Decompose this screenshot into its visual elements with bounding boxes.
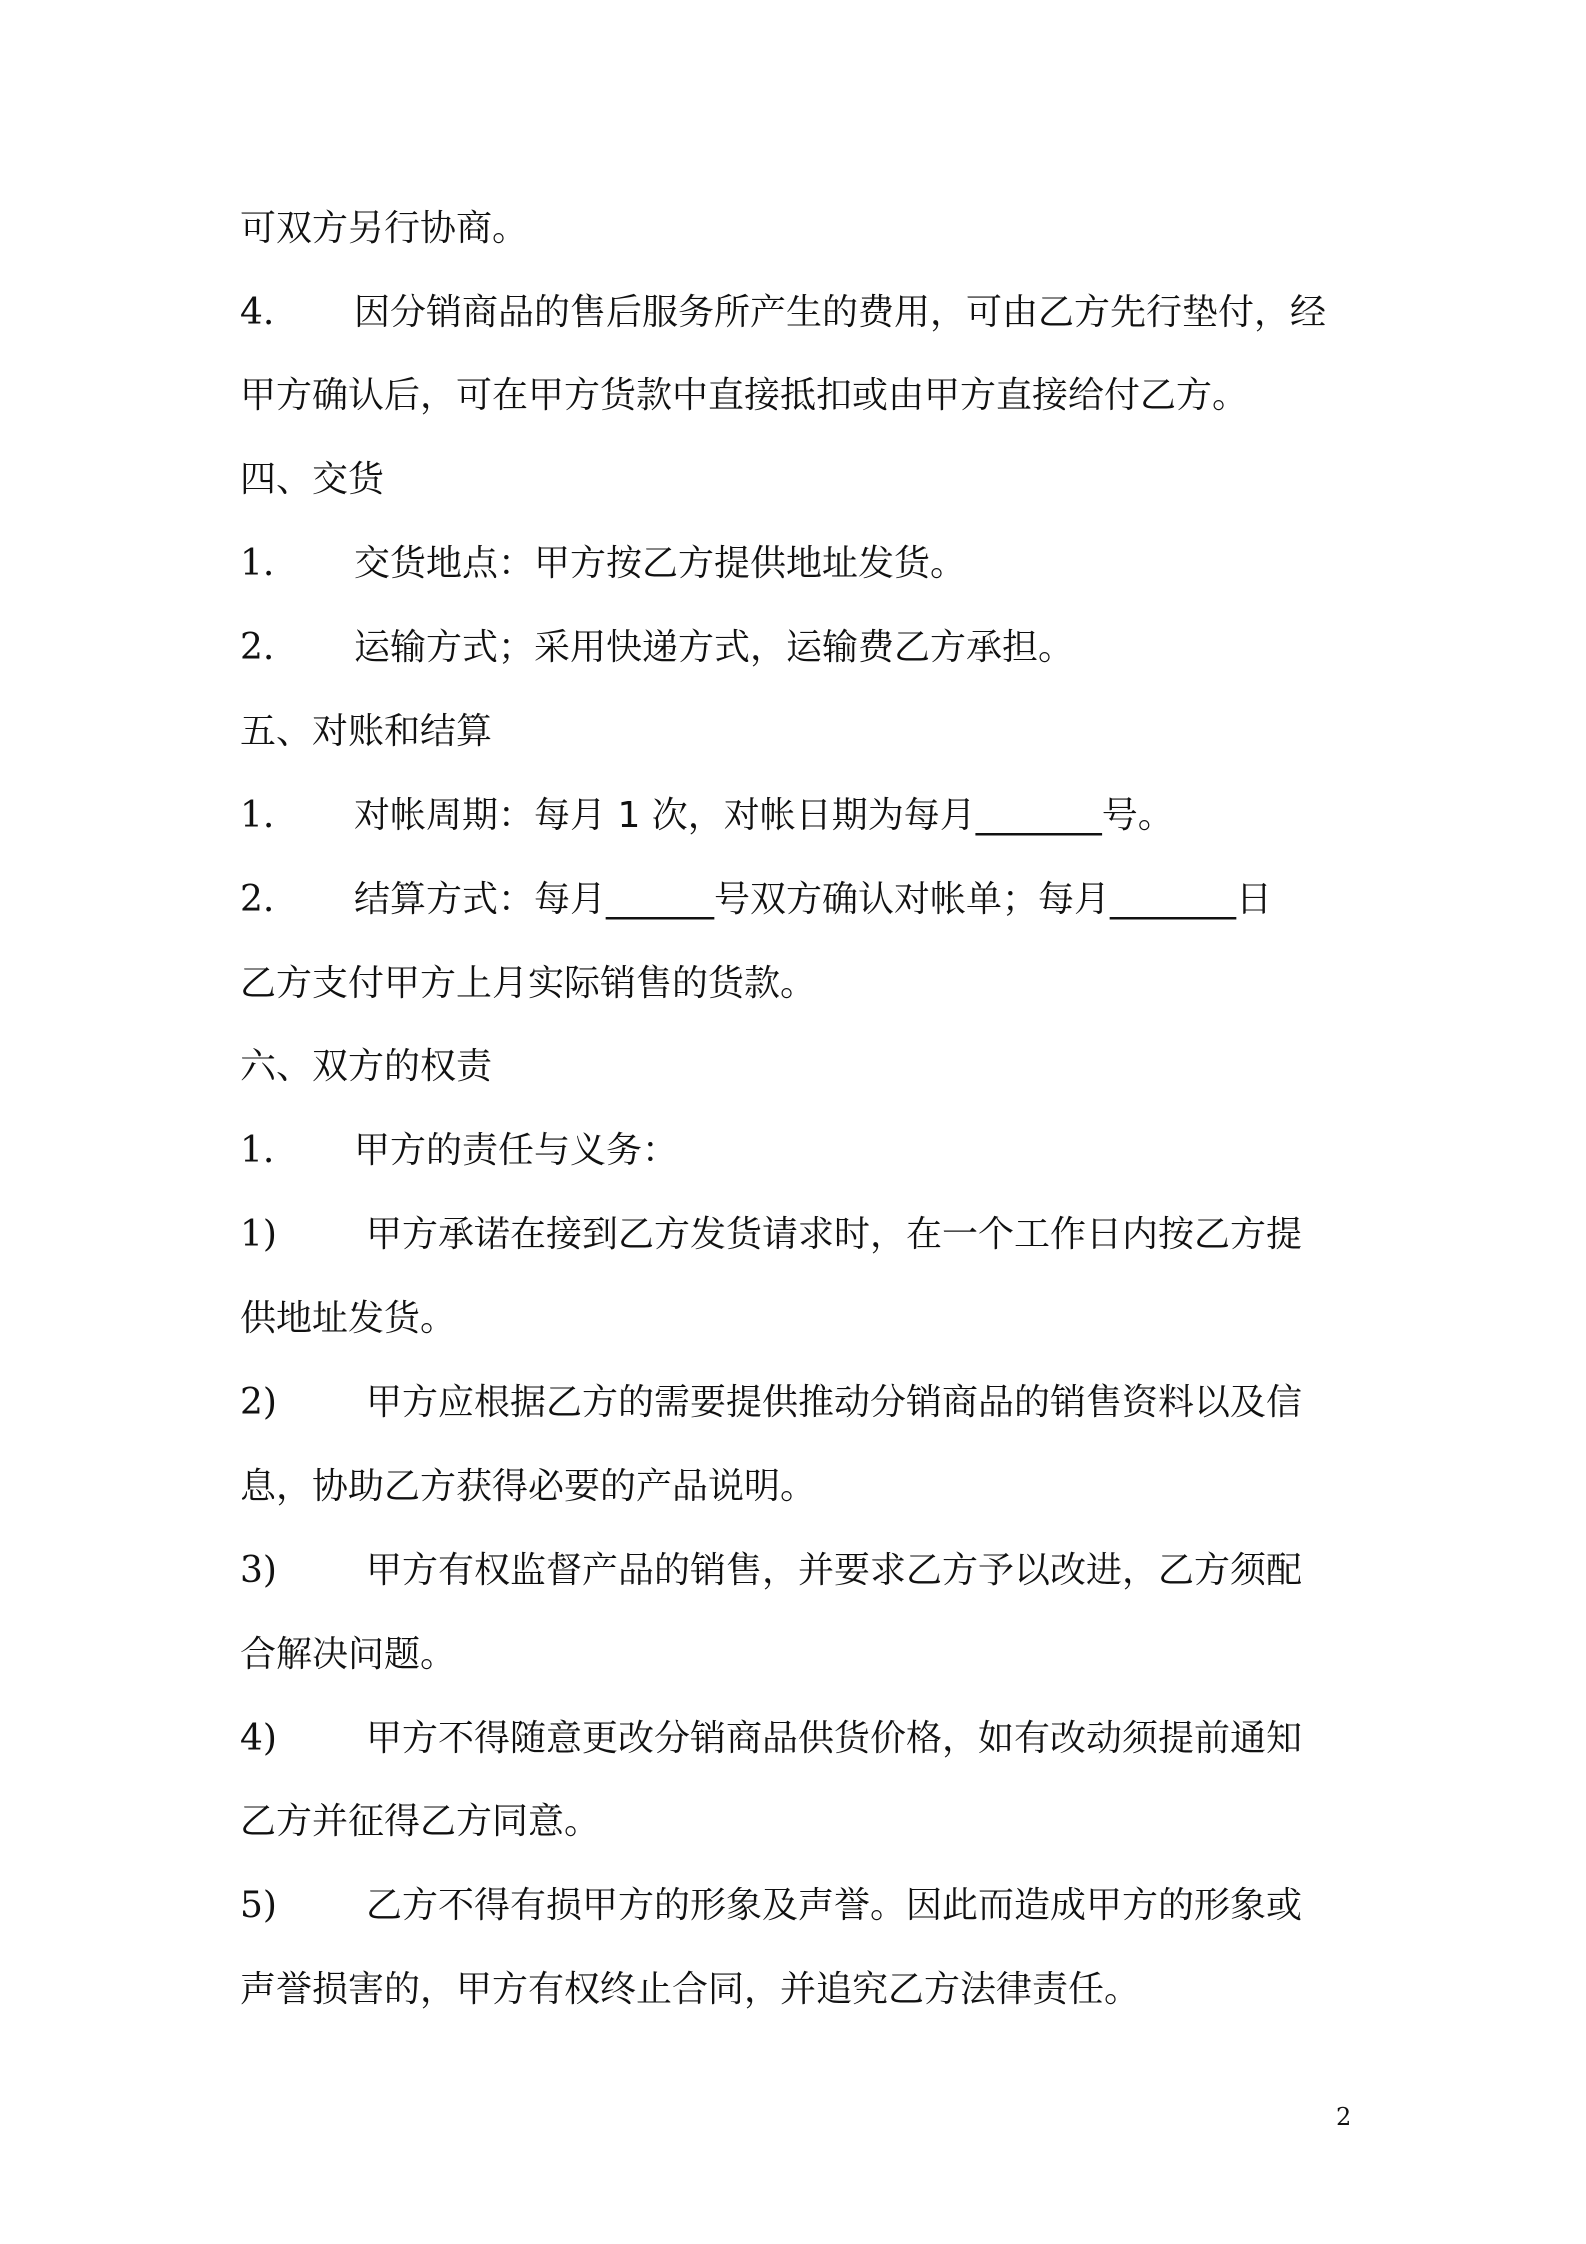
paragraph-line xyxy=(240,372,1248,420)
line-text: 甲方的责任与义务： xyxy=(354,1130,679,1171)
item-number: 4) xyxy=(240,1718,277,1759)
paragraph-line xyxy=(240,1211,1302,1259)
section-heading xyxy=(240,456,384,504)
paragraph-line xyxy=(240,624,1074,672)
section-heading xyxy=(240,708,492,756)
line-text: 可双方另行协商。 xyxy=(240,208,529,249)
item-number: 1. xyxy=(240,543,275,584)
line-text: 供地址发货。 xyxy=(240,1298,457,1339)
paragraph-line xyxy=(240,792,1174,840)
line-text: 甲方应根据乙方的需要提供推动分销商品的销售资料以及信 xyxy=(366,1382,1303,1423)
item-number: 1) xyxy=(240,1214,277,1255)
line-text: 息，协助乙方获得必要的产品说明。 xyxy=(240,1466,817,1507)
paragraph-line xyxy=(240,1882,1302,1930)
line-text: 乙方不得有损甲方的形象及声誉。因此而造成甲方的形象或 xyxy=(366,1885,1303,1926)
line-text: 乙方支付甲方上月实际销售的货款。 xyxy=(240,963,817,1004)
line-text: 六、双方的权责 xyxy=(240,1046,493,1087)
paragraph-line xyxy=(240,1631,456,1679)
line-text: 五、对账和结算 xyxy=(240,711,493,752)
line-text: 交货地点：甲方按乙方提供地址发货。 xyxy=(354,543,967,584)
line-text: 四、交货 xyxy=(240,459,385,500)
item-number: 2. xyxy=(240,879,275,920)
line-text: 甲方有权监督产品的销售，并要求乙方予以改进，乙方须配 xyxy=(366,1550,1303,1591)
paragraph-line xyxy=(240,1463,816,1511)
paragraph-line xyxy=(240,540,966,588)
paragraph-line xyxy=(240,1547,1302,1595)
item-number: 4. xyxy=(240,292,275,333)
item-number: 1. xyxy=(240,1130,275,1171)
line-text: 因分销商品的售后服务所产生的费用，可由乙方先行垫付，经 xyxy=(354,292,1327,333)
paragraph-line xyxy=(240,960,816,1008)
line-text: 甲方确认后，可在甲方货款中直接抵扣或由甲方直接给付乙方。 xyxy=(240,375,1249,416)
paragraph-line xyxy=(240,1798,600,1846)
paragraph-line xyxy=(240,1127,678,1175)
paragraph-line xyxy=(240,1379,1302,1427)
section-heading xyxy=(240,1043,492,1091)
item-number: 3) xyxy=(240,1550,277,1591)
paragraph-line xyxy=(240,1715,1302,1763)
item-number: 5) xyxy=(240,1885,277,1926)
paragraph-line xyxy=(240,1966,1140,2014)
line-text: 甲方承诺在接到乙方发货请求时，在一个工作日内按乙方提 xyxy=(366,1214,1303,1255)
line-text: 运输方式；采用快递方式，运输费乙方承担。 xyxy=(354,627,1075,668)
page-number: 2 xyxy=(1336,2103,1352,2131)
paragraph-line xyxy=(240,876,1272,924)
item-number: 2) xyxy=(240,1382,277,1423)
line-text: 声誉损害的，甲方有权终止合同，并追究乙方法律责任。 xyxy=(240,1969,1141,2010)
line-text: 对帐周期：每月 1 次，对帐日期为每月_______号。 xyxy=(354,795,1174,836)
paragraph-line xyxy=(240,205,528,253)
paragraph-line xyxy=(240,1295,456,1343)
line-text: 乙方并征得乙方同意。 xyxy=(240,1801,601,1842)
item-number: 1. xyxy=(240,795,275,836)
paragraph-line xyxy=(240,289,1326,337)
line-text: 甲方不得随意更改分销商品供货价格，如有改动须提前通知 xyxy=(366,1718,1303,1759)
line-text: 结算方式：每月______号双方确认对帐单；每月_______日 xyxy=(354,879,1273,920)
item-number: 2. xyxy=(240,627,275,668)
line-text: 合解决问题。 xyxy=(240,1634,457,1675)
